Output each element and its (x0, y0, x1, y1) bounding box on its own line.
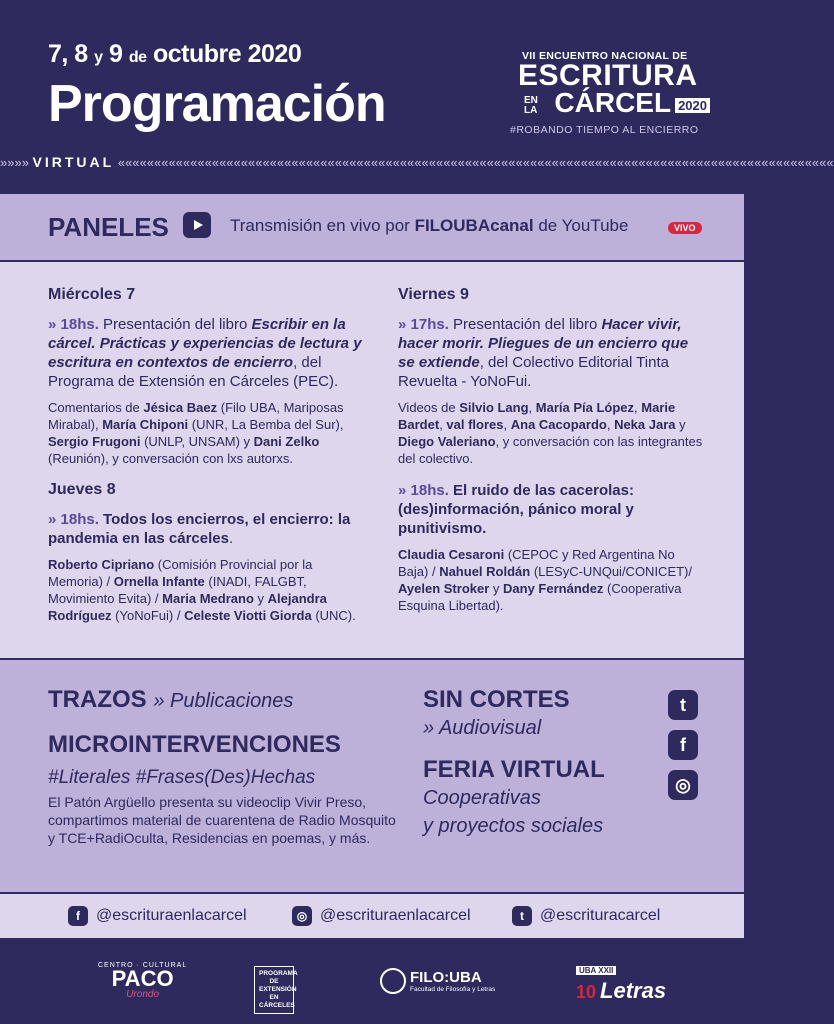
stream-info: Transmisión en vivo por FILOUBAcanal de YouTube (230, 216, 629, 235)
social-handles-bar (0, 894, 744, 938)
proyectos-label: y proyectos sociales (423, 815, 604, 837)
cooperativas-label: Cooperativas (423, 787, 541, 809)
event-fri-18-speakers: Claudia Cesaroni (CEPOC y Red Argentina No Baja) / Nahuel Roldán (LESyC-UNQui/CONICET)/ Ayelen Stroker y Dany Fernández (Cooperativa Esquina Libertad). (398, 547, 692, 613)
twitter-icon[interactable]: t (668, 690, 698, 720)
audiovisual-label: » Audiovisual (423, 717, 542, 739)
schedule-right-column (398, 286, 708, 628)
social-icon-column (668, 690, 698, 810)
instagram-handle[interactable]: ◎ @escrituraenlacarcel (292, 906, 471, 926)
virtual-label: VIRTUAL (32, 154, 115, 170)
day-heading-friday: Viernes 9 (398, 286, 469, 303)
facebook-icon: f (68, 906, 88, 926)
pec-logo: PROGRAMA DE EXTENSIÓN EN CÁRCELES (254, 966, 294, 1014)
schedule-left-column (48, 286, 368, 638)
panels-schedule (0, 262, 744, 658)
letras-logo: UBA XXII 10 Letras (576, 966, 667, 1003)
footer-logos (0, 940, 744, 1024)
page-title: Programación (48, 75, 386, 133)
day-heading-thursday: Jueves 8 (48, 481, 116, 498)
sin-cortes-heading: SIN CORTES (423, 686, 570, 713)
feria-heading: FERIA VIRTUAL (423, 756, 605, 783)
event-thu-18: » 18hs. Todos los encierros, el encierro: la pandemia en las cárceles. (48, 511, 351, 547)
paco-urondo-logo: CENTRO · CULTURAL PACO Urondo (98, 962, 188, 1000)
event-dates: 7, 8 y 9 de octubre 2020 (48, 40, 302, 68)
virtual-divider: »»»» VIRTUAL ««««««««««««««««««««««««««««««««««««««««««««««««««««««««««««««««««««««««««««««««««««««««««««««««««« (0, 154, 834, 170)
event-fri-18: » 18hs. El ruido de las cacerolas: (des)información, pánico moral y punitivismo. (398, 482, 634, 537)
instagram-icon[interactable]: ◎ (668, 770, 698, 800)
micro-hashtags: #Literales #Frases(Des)Hechas (48, 767, 316, 788)
event-hashtag: #ROBANDO TIEMPO AL ENCIERRO (510, 124, 699, 136)
filo-uba-logo: FILO:UBA Facultad de Filosofía y Letras (380, 968, 495, 994)
instagram-icon: ◎ (292, 906, 312, 926)
youtube-icon[interactable] (183, 212, 211, 238)
event-wed-18: » 18hs. Presentación del libro Escribir en la cárcel. Prácticas y experiencias de lectura y escritura en contextos de encierro, del Programa de Extensión en Cárceles (PEC). (48, 316, 362, 390)
event-wed-speakers: Comentarios de Jésica Baez (Filo UBA, Mariposas Mirabal), María Chiponi (UNR, La Bemba del Sur), Sergio Frugoni (UNLP, UNSAM) y Dani Zelko (Reunión), y conversación con lxs autorxs. (48, 400, 344, 466)
extras-section (0, 660, 744, 892)
event-thu-speakers: Roberto Cipriano (Comisión Provincial por la Memoria) / Ornella Infante (INADI, FALGBT, Movimiento Evita) / Maria Medrano y Alejandra Rodríguez (YoNoFui) / Celeste Viotti Giorda (UNC). (48, 557, 356, 623)
facebook-handle[interactable]: f @escrituraenlacarcel (68, 906, 247, 926)
paneles-title: PANELES (48, 212, 169, 242)
seal-icon (380, 968, 406, 994)
header (0, 0, 834, 182)
micro-description: El Patón Argüello presenta su videoclip Vivir Preso, compartimos material de cuarentena de Radio Mosquito y TCE+RadiOculta, Residencias en poemas, y más. (48, 794, 396, 846)
microintervenciones-heading: MICROINTERVENCIONES (48, 731, 341, 758)
trazos-heading: TRAZOS » Publicaciones (48, 686, 294, 713)
stream-channel-link[interactable]: FILOUBAcanal (414, 216, 534, 235)
facebook-icon[interactable]: f (668, 730, 698, 760)
twitter-handle[interactable]: t @escrituracarcel (512, 906, 660, 926)
day-heading-wednesday: Miércoles 7 (48, 286, 136, 303)
event-logo: VII ENCUENTRO NACIONAL DE ESCRITURA EN LA CÁRCEL 2020 #ROBANDO TIEMPO AL ENCIERRO (510, 50, 710, 136)
twitter-icon: t (512, 906, 532, 926)
live-badge: VIVO (668, 222, 702, 234)
event-fri-17-speakers: Videos de Silvio Lang, María Pía López, Marie Bardet, val flores, Ana Cacopardo, Neka Jara y Diego Valeriano, y conversación con las integrantes del colectivo. (398, 400, 703, 466)
paneles-bar (0, 194, 744, 260)
event-fri-17: » 17hs. Presentación del libro Hacer vivir, hacer morir. Pliegues de un encierro que se extiende, del Colectivo Editorial Tinta Revuelta - YoNoFui. (398, 316, 689, 390)
